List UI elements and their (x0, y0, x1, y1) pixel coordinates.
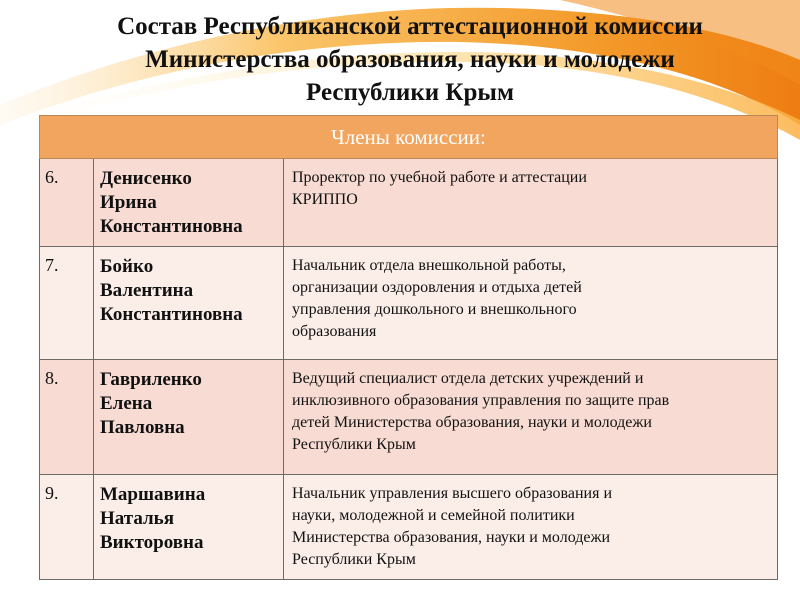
patronymic: Константиновна (100, 304, 243, 325)
patronymic: Павловна (100, 417, 185, 438)
row-number: 7. (40, 247, 94, 360)
commission-table (39, 115, 777, 580)
surname: Гавриленко (100, 369, 202, 390)
member-name (94, 360, 284, 475)
position-line: детей Министерства образования, науки и молодежи (292, 414, 652, 431)
member-position (284, 360, 778, 475)
slide-title (40, 10, 780, 109)
title-line: Министерства образования, науки и молодежи (145, 46, 675, 73)
table-row (40, 475, 778, 580)
first-name: Ирина (100, 192, 157, 213)
row-number: 9. (40, 475, 94, 580)
position-line: организации оздоровления и отдыха детей (292, 279, 582, 296)
surname: Денисенко (100, 168, 192, 189)
surname: Бойко (100, 256, 154, 277)
surname: Маршавина (100, 484, 206, 505)
member-position (284, 475, 778, 580)
position-line: науки, молодежной и семейной политики (292, 507, 575, 524)
patronymic: Викторовна (100, 532, 204, 553)
member-name (94, 159, 284, 247)
member-name (94, 247, 284, 360)
position-line: Проректор по учебной работе и аттестации (292, 169, 587, 186)
position-line: Ведущий специалист отдела детских учреждений и (292, 370, 644, 387)
first-name: Валентина (100, 280, 194, 301)
table-row (40, 159, 778, 247)
position-line: Республики Крым (292, 436, 416, 453)
position-line: Начальник отдела внешкольной работы, (292, 257, 566, 274)
member-position (284, 159, 778, 247)
position-line: Министерства образования, науки и молодежи (292, 529, 611, 546)
member-name (94, 475, 284, 580)
table-header: Члены комиссии: (40, 116, 778, 159)
row-number: 6. (40, 159, 94, 247)
table-row (40, 360, 778, 475)
position-line: Республики Крым (292, 551, 416, 568)
position-line: Начальник управления высшего образования и (292, 485, 613, 502)
row-number: 8. (40, 360, 94, 475)
table-row (40, 247, 778, 360)
title-line: Состав Республиканской аттестационной комиссии (117, 13, 703, 40)
position-line: управления дошкольного и внешкольного (292, 301, 577, 318)
patronymic: Константиновна (100, 216, 243, 237)
title-line: Республики Крым (306, 79, 514, 106)
position-line: инклюзивного образования управления по защите прав (292, 392, 670, 409)
first-name: Елена (100, 393, 153, 414)
first-name: Наталья (100, 508, 175, 529)
position-line: КРИППО (292, 191, 358, 208)
member-position (284, 247, 778, 360)
position-line: образования (292, 323, 377, 340)
